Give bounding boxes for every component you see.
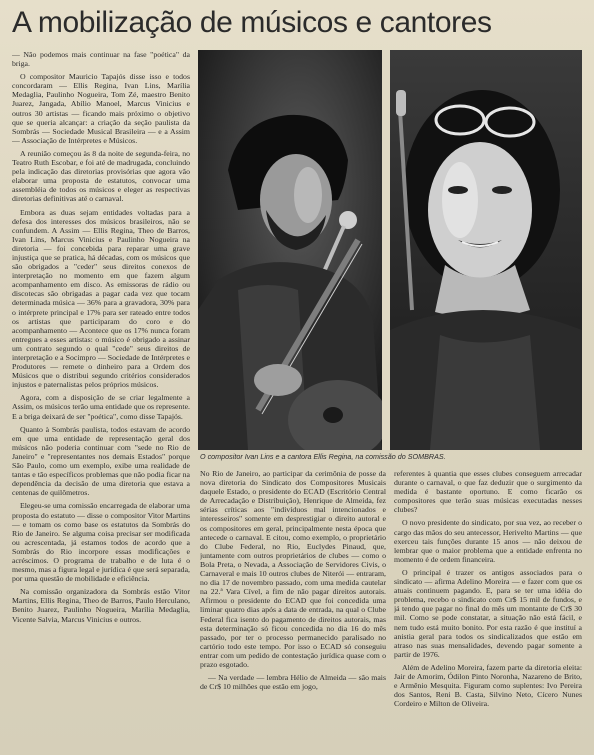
paragraph: Elegeu-se uma comissão encarregada de elaborar uma proposta do estatuto — disse o compositor Vitor Martins — e tomam os como base os estatutos da Sombrás do Rio de Janeiro. Se alguma coisa precisar ser modificada ou acrescentada, já estamos todos de acordo que a Sombrás do Rio incorpore essas modificações e acréscimos. O programa de trabalho e de luta é o mesmo, mas a figura legal e jurídica é que será separada, por uma questão de mobilidade e eficiência. [12,501,190,584]
paragraph: O compositor Mauricio Tapajós disse isso e todos concordaram — Ellis Regina, Ivan Lins, Marília Medaglia, Paulinho Nogueira, Tom Zé, maestro Benito Juarez, Jangada, Abílio Manoel, Marcus Vinicius e outros 30 artistas — ficando mais próximo o objetivo que se queria alcançar: a criação da seção paulista da Sombrás — Sociedade Musical Brasileira — e a Assim — Associação de Intérpretes e Músicos. [12,72,190,145]
photo-spread [198,50,582,450]
paragraph: A reunião começou às 8 da noite de segunda-feira, no Teatro Ruth Escobar, e foi até de madrugada, concluindo pela indicação das diretorias provisórias que agora vão elaborar uma proposta de estatutos, convocar uma assembléia de todos os músicos e eleger as respectivas diretorias definitivas até o carnaval. [12,148,190,204]
paragraph: referentes à quantia que esses clubes conseguem arrecadar durante o carnaval, o que faz deduzir que o surgimento da medida é bastante oportuno. E como ficarão os compositores que terão suas músicas executadas nesses clubes? [394,469,582,515]
paragraph: Agora, com a disposição de se criar legalmente a Assim, os músicos terão uma entidade que os represente. E a briga deixará de ser "poética", como disse Tapajós. [12,393,190,421]
photo-caption: O compositor Ivan Lins e a cantora Ellis Regina, na comissão do SOMBRAS. [200,452,446,461]
article-column-2 [200,469,386,751]
photo-ellis-regina [390,50,582,450]
paragraph: Quanto à Sombrás paulista, todos estavam de acordo em que uma entidade de representação geral dos músicos não poderia continuar com "sede no Rio de Janeiro" e "representantes nos demais Estados" porque São Paulo, como um exemplo, exibe uma realidade de tantas e tão específicos problemas que não podia ficar na dependência da decisão de uma diretoria que estava a centenas de quilômetros. [12,424,190,498]
paragraph: Na comissão organizadora da Sombrás estão Vitor Martins, Ellis Regina, Theo de Barros, Paulo Herculano, Benito Juarez, Paulinho Nogueira, Marília Medaglia, Vicente Salvia, Marcus Vinicius e outros. [12,587,190,624]
paragraph: Embora as duas sejam entidades voltadas para a defesa dos interesses dos músicos brasileiros, não se confundem. A Assim — Ellis Regina, Theo de Barros, Ivan Lins, Marcus Vinicius e Paulinho Nogueira na diretoria — foi concebida para reparar uma grave injustiça que se pratica, há décadas, com os músicos que são obrigados a "ceder" seus direitos conexos de interpretação no momento em que fazem algum acompanhamento em disco. As emissoras de rádio ou discotecas são obrigadas a pagar cada vez que tocam determinada música — 36% para a gravadora, 30% para o intérprete principal e 17% para ser rateado entre todos os artistas que participaram do coro e do acompanhamento — Acontece que os 17% nunca foram entregues a esses artistas: o músico é obrigado a assinar um contrato segundo o qual "cede" seus direitos de interpretação e a Socimpro — Sociedade de Intérpretes e Produtores — remete o dinheiro para a Ordem dos Músicos que o distribui segundo critérios considerados injustos e paternalistas pelos próprios músicos. [12,207,190,390]
paragraph: Além de Adelino Moreira, fazem parte da diretoria eleita: Jair de Amorim, Ódilon Pinto Noronha, Nazareno de Brito, e Armênio Mesquita. Figuram como suplentes: Ivo Pereira dos Santos, Reni B. Casta, Silvino Neto, Cícero Nunes Cordeiro e Milton de Oliveira. [394,662,582,709]
photo-ivan-lins [198,50,382,450]
paragraph: No Rio de Janeiro, ao participar da cerimônia de posse da nova diretoria do Sindicato dos Compositores Musicais daquele Estado, o presidente do ECAD (Escritório Central de Arrecadação e Distribuição), Henrique de Almeida, fez sérias críticas aos "indivíduos mal intencionados e interesseiros" somente em desprestigiar o direito autoral e os compositores em geral, principalmente nesta época que antecede o carnaval. E citou, como exemplo, o proprietário do Clube Federal, no Rio, Euclydes Pinaud, que, juntamente com outros proprietários de clubes — como o Bola Preta, o Nevada, a Associação de Servidores Civis, o Carnaveral e mais 10 outros clubes de Niterói — entraram, no dia 17 de novembro passado, com uma medida cautelar na 22.ª Vara Cível, a fim de não pagar direitos autorais. Afirmou o presidente do ECAD que foi concedida uma liminar quatro dias após a data de entrada, na qual o Clube Federal fica isento do pagamento de direitos autorais, mas esta determinação só ficou concedida no dia 16 do mês passado, por ter o processo permanecido paralisado no cartório todo este tempo. Por isso o ECAD só conseguiu entrar com um pedido de contestação jurídica quase com o prazo esgotado. [200,469,386,669]
paragraph: — Na verdade — lembra Hélio de Almeida — são mais de Cr$ 10 milhões que estão em jogo, [200,673,386,692]
paragraph: O principal é trazer os antigos associados para o sindicato — afirma Adelino Moreira — e fazer com que os atuais continuem pagando. E, para se ter uma idéia do problema, recebo o sindicato com Cr$ 15 mil de fundos, e já tendo que pagar no final do mês um montante de Cr$ 30 mil. Como se pode constatar, a situação não está fácil, e nem tudo está muito bonito. Por esta razão é que instituí a anistia geral para todos os sindicalizados que estão em atraso nas suas mensalidades, devendo pagar somente a partir de 1976. [394,567,582,659]
paragraph: O novo presidente do sindicato, por sua vez, ao receber o cargo das mãos do seu antecessor, Herivelto Martins — que exerceu tais funções durante 15 anos — não deixou de lembrar que o maior problema que a entidade enfrenta no momento é de ordem financeira. [394,518,582,564]
photo-divider [382,50,390,450]
article-column-3 [394,469,582,751]
paragraph: — Não podemos mais continuar na fase "poética" da briga. [12,50,190,69]
headline: A mobilização de músicos e cantores [12,6,492,39]
article-column-1 [12,50,190,750]
